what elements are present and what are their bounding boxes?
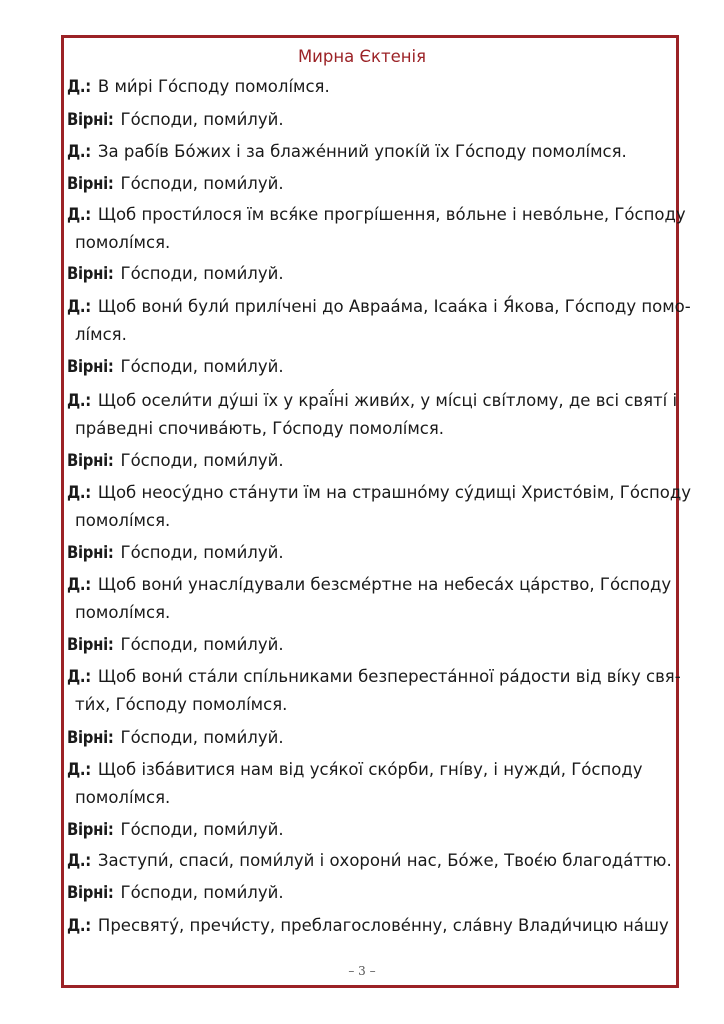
litany-line-continuation — [75, 788, 681, 807]
litany-line — [67, 820, 673, 839]
line-text: Го́споди, поми́луй. — [120, 728, 284, 747]
speaker-label: Д.: — [67, 916, 91, 935]
speaker-label: Д.: — [67, 667, 91, 686]
litany-line — [67, 205, 686, 224]
line-text: помолі́мся. — [75, 511, 171, 530]
line-text: пра́ведні спочива́ють, Го́споду помолі́мся. — [75, 419, 445, 438]
litany-line — [67, 297, 691, 316]
speaker-label: Д.: — [67, 77, 91, 96]
line-text: Пресвяту́, пречи́сту, преблагослове́нну, сла́вну Влади́чицю на́шу — [97, 916, 669, 935]
line-text: ти́х, Го́споду помолі́мся. — [75, 695, 288, 714]
line-text: Щоб прости́лося їм вся́ке прогрі́шення, во́льне і нево́льне, Го́споду — [97, 205, 686, 224]
speaker-label: Д.: — [67, 205, 91, 224]
line-text: Го́споди, поми́луй. — [120, 110, 284, 129]
speaker-label: Вірні: — [67, 728, 114, 747]
litany-line — [67, 760, 673, 779]
litany-line — [67, 728, 673, 747]
speaker-label: Вірні: — [67, 357, 114, 376]
litany-line — [67, 543, 673, 562]
line-text: помолі́мся. — [75, 603, 171, 622]
speaker-label: Д.: — [67, 483, 91, 502]
line-text: Го́споди, поми́луй. — [120, 357, 284, 376]
line-text: Щоб осели́ти ду́ші їх у краї́ні живи́х, у мі́сці сві́тлому, де всі святі́ і — [97, 391, 678, 410]
line-text: помолі́мся. — [75, 233, 171, 252]
litany-line — [67, 142, 673, 161]
litany-line — [67, 451, 673, 470]
document-title: Мирна Єктенія — [297, 47, 427, 66]
line-text: Го́споди, поми́луй. — [120, 264, 284, 283]
line-text: Го́споди, поми́луй. — [120, 883, 284, 902]
litany-line — [67, 851, 673, 870]
line-text: Щоб вони́ ста́ли спі́льниками безпереста́нної ра́дости від ві́ку свя- — [97, 667, 681, 686]
line-text: За рабі́в Бо́жих і за блаже́нний упокі́й їх Го́споду помолі́мся. — [97, 142, 627, 161]
line-text: Щоб неосу́дно ста́нути їм на страшно́му су́дищі Христо́вім, Го́споду — [97, 483, 692, 502]
litany-line — [67, 77, 673, 96]
litany-line-continuation — [75, 233, 681, 252]
line-text: Го́споди, поми́луй. — [120, 635, 284, 654]
line-text: Щоб вони́ унаслі́дували безсме́ртне на небеса́х ца́рство, Го́споду — [97, 575, 672, 594]
speaker-label: Д.: — [67, 297, 91, 316]
line-text: Щоб вони́ були́ прилі́чені до Авраа́ма, Ісаа́ка і Я́кова, Го́споду помо- — [97, 297, 691, 316]
litany-line — [67, 483, 692, 502]
speaker-label: Вірні: — [67, 451, 114, 470]
speaker-label: Вірні: — [67, 110, 114, 129]
speaker-label: Д.: — [67, 575, 91, 594]
litany-line — [67, 575, 673, 594]
speaker-label: Д.: — [67, 142, 91, 161]
litany-line — [67, 174, 673, 193]
litany-line — [67, 110, 673, 129]
speaker-label: Вірні: — [67, 820, 114, 839]
litany-line — [67, 357, 673, 376]
line-text: Го́споди, поми́луй. — [120, 174, 284, 193]
line-text: Заступи́, спаси́, поми́луй і охорони́ нас, Бо́же, Твоє́ю благода́ттю. — [97, 851, 672, 870]
speaker-label: Д.: — [67, 760, 91, 779]
line-text: Го́споди, поми́луй. — [120, 820, 284, 839]
speaker-label: Вірні: — [67, 264, 114, 283]
litany-line-continuation — [75, 511, 681, 530]
line-text: В ми́рі Го́споду помолі́мся. — [97, 77, 330, 96]
litany-line-continuation — [75, 325, 681, 344]
line-text: лі́мся. — [75, 325, 127, 344]
speaker-label: Вірні: — [67, 635, 114, 654]
line-text: Го́споди, поми́луй. — [120, 451, 284, 470]
speaker-label: Вірні: — [67, 174, 114, 193]
speaker-label: Вірні: — [67, 883, 114, 902]
line-text: Го́споди, поми́луй. — [120, 543, 284, 562]
speaker-label: Д.: — [67, 851, 91, 870]
litany-line-continuation — [75, 603, 681, 622]
litany-line — [67, 883, 673, 902]
litany-line-continuation — [75, 695, 681, 714]
litany-line — [67, 635, 673, 654]
litany-line — [67, 391, 678, 410]
page-number: – 3 – — [348, 964, 376, 978]
litany-line — [67, 916, 673, 935]
litany-line — [67, 264, 673, 283]
litany-line — [67, 667, 681, 686]
litany-line-continuation — [75, 419, 681, 438]
speaker-label: Д.: — [67, 391, 91, 410]
line-text: помолі́мся. — [75, 788, 171, 807]
line-text: Щоб ізба́витися нам від уся́кої ско́рби, гні́ву, і нужди́, Го́споду — [97, 760, 643, 779]
speaker-label: Вірні: — [67, 543, 114, 562]
